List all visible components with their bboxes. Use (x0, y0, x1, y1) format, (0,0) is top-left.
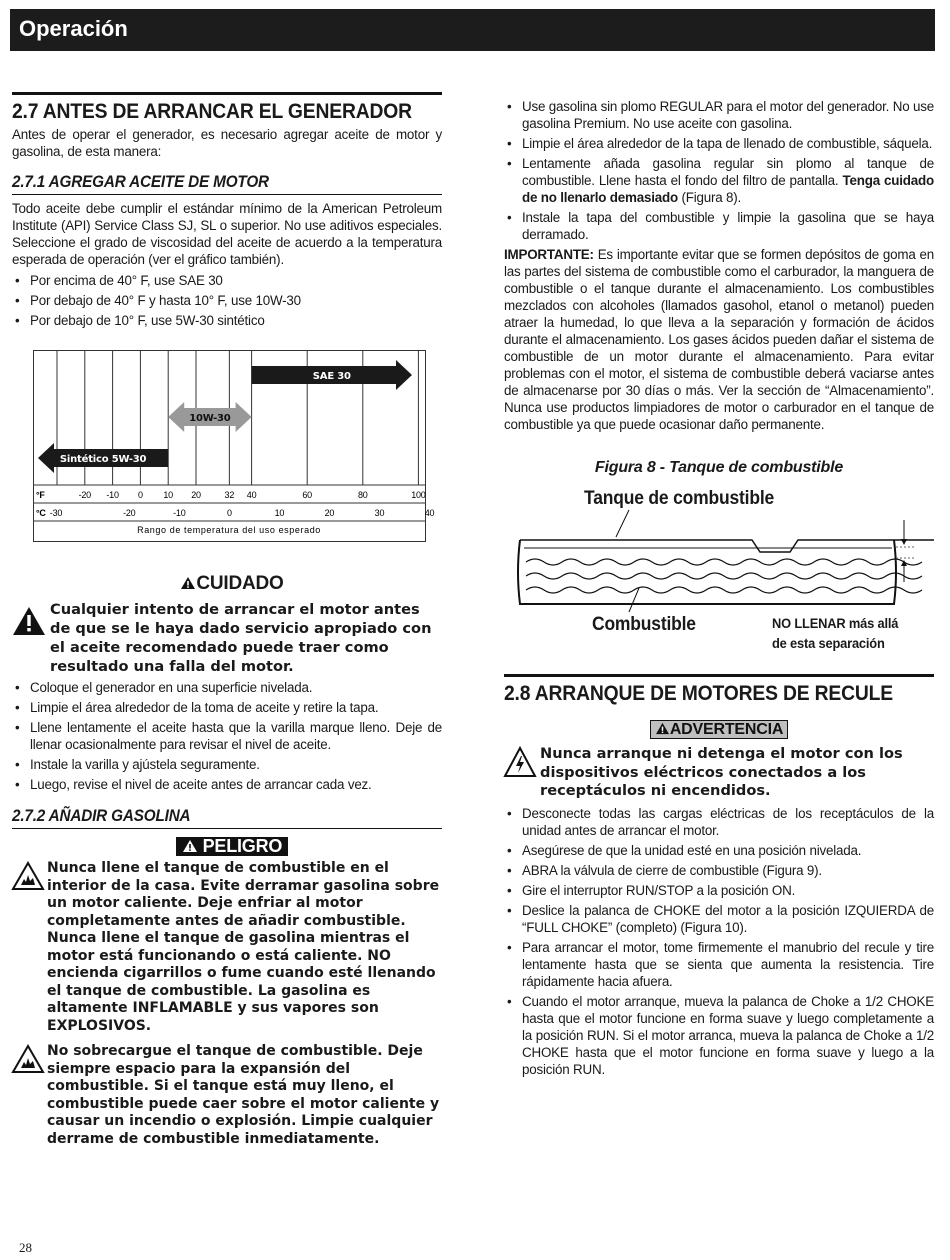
advertencia-heading (504, 720, 934, 739)
advertencia-badge (650, 720, 788, 739)
page-header-bar (10, 9, 935, 51)
list-item: • Por encima de 40° F, use SAE 30 (12, 272, 442, 289)
page-header-title: Operación (19, 16, 128, 41)
oil-grade-list (12, 272, 442, 329)
list-item: • Coloque el generador en una superficie nivelada. (12, 679, 442, 696)
section-2-7-intro: Antes de operar el generador, es necesario agregar aceite de motor y gasolina, de esta manera: (12, 127, 442, 159)
section-2-7-2-heading (12, 805, 442, 829)
cuidado-warning (12, 600, 442, 676)
tank-pointer-line (616, 510, 629, 537)
peligro-text-2: No sobrecargue el tanque de combustible. Deje siempre espacio para la expansión del combustible. Si el tanque está muy lleno, el combustible puede caer sobre el motor caliente y causar un incendio o explosión. Limpie cualquier derrame de combustible inmediatamente. (47, 1043, 440, 1147)
f-tick-label: -10 (106, 490, 119, 500)
f-tick-label: 40 (246, 490, 257, 500)
oil-viscosity-chart-svg (34, 351, 435, 541)
fill-limit-note (772, 613, 898, 653)
c-tick-label: 10 (274, 508, 285, 518)
tank-body-outline (518, 540, 896, 604)
warning-exclamation-icon (12, 606, 46, 636)
peligro-badge (176, 837, 288, 856)
list-item: • Para arrancar el motor, tome firmemente el manubrio del recule y tire lentamente hasta que se sienta que aumenta la resistencia. Tire rápidamente hacia afuera. (504, 939, 934, 990)
figure-8-caption: Figura 8 - Tanque de combustible (594, 459, 844, 476)
gasoline-steps (504, 98, 934, 243)
f-tick-label: 0 (137, 490, 143, 500)
f-tick-label: 60 (302, 490, 313, 500)
list-item: • Asegúrese de que la unidad esté en una posición nivelada. (504, 842, 934, 859)
list-item: • Deslice la palanca de CHOKE del motor a la posición IZQUIERDA de “FULL CHOKE” (completo) (Figura 10). (504, 902, 934, 936)
list-item: • Luego, revise el nivel de aceite antes de arrancar cada vez. (12, 776, 442, 793)
f-tick-label: 10 (163, 490, 174, 500)
list-item: • Use gasolina sin plomo REGULAR para el motor del generador. No use gasolina Premium. No use aceite con gasolina. (504, 98, 934, 132)
figure-ref-text: (Figura 8). (677, 190, 742, 205)
caution-triangle-icon (180, 576, 196, 590)
list-item: • Cuando el motor arranque, mueva la palanca de Choke a 1/2 CHOKE hasta que el motor funcione en forma suave y luego completamente a la posición RUN. Si el motor arranca, mueva la palanca de Choke a 1/2 CHOKE hasta que el motor funcione en forma suave y luego a la posición RUN. (504, 993, 934, 1078)
oil-standard-text: Todo aceite debe cumplir el estándar mínimo de la American Petroleum Institute (API) Service Class SJ, SL o superior. No use aditivos especiales. Seleccione el grado de viscosidad del aceite de acuerdo a la temperatura esperada de operación (ver el gráfico también). (12, 201, 442, 267)
section-2-7-title: 2.7 ANTES DE ARRANCAR EL GENERADOR (12, 100, 412, 123)
fuel-tank-figure (504, 490, 934, 670)
tank-top-outline (520, 540, 934, 552)
cuidado-heading (12, 575, 442, 592)
cuidado-label: CUIDADO (196, 573, 284, 594)
peligro-warning-2 (12, 1043, 442, 1148)
list-item: • Instale la tapa del combustible y limpie la gasolina que se haya derramado. (504, 209, 934, 243)
importante-label: IMPORTANTE: (504, 247, 594, 262)
section-2-7-2-title: 2.7.2 AÑADIR GASOLINA (12, 806, 191, 825)
c-tick-label: -20 (123, 508, 136, 518)
c-tick-label: 40 (424, 508, 435, 518)
c-tick-label: 30 (374, 508, 385, 518)
f-tick-label: 80 (357, 490, 368, 500)
fuel-waves (526, 559, 922, 593)
list-item: • Limpie el área alrededor de la toma de aceite y retire la tapa. (12, 699, 442, 716)
left-column (12, 92, 442, 1148)
section-2-7-1-heading (12, 171, 442, 195)
c-tick-label: 20 (324, 508, 335, 518)
electric-shock-icon (504, 747, 536, 777)
fuel-label: Combustible (592, 614, 696, 635)
explosion-hazard-icon (12, 1045, 44, 1073)
f-tick-label: 20 (191, 490, 201, 500)
section-2-7-1-title: 2.7.1 AGREGAR ACEITE DE MOTOR (12, 172, 269, 191)
oil-viscosity-chart (33, 350, 435, 542)
list-item: • Desconecte todas las cargas eléctricas de los receptáculos de la unidad antes de arrancar el motor. (504, 805, 934, 839)
list-item: • Gire el interruptor RUN/STOP a la posición ON. (504, 882, 934, 899)
right-column (504, 96, 934, 1081)
f-tick-label: 32 (224, 490, 235, 500)
c-tick-label: 0 (226, 508, 232, 518)
section-2-8-title: 2.8 ARRANQUE DE MOTORES DE RECULE (504, 682, 893, 705)
level-arrowhead-down (901, 539, 907, 545)
warning-triangle-icon (655, 722, 670, 735)
oil-range-label: SAE 30 (312, 371, 351, 382)
chart-x-axis-label: Rango de temperatura del uso esperado (137, 525, 321, 535)
oil-range-label: 10W-30 (189, 413, 231, 424)
list-item: • ABRA la válvula de cierre de combustible (Figura 9). (504, 862, 934, 879)
importante-text: Es importante evitar que se formen depósitos de goma en las partes del sistema de combustible como el carburador, la manguera de combustible o el tanque durante el almacenamiento. Los combustibles mezclados con alcoholes (llamados gasohol, etanol o metanol) pueden atraer la humedad, lo que lleva a la separación y formación de ácidos durante el almacenamiento. Los gases ácidos pueden dañar el sistema de combustible de un motor durante el almacenamiento. Para evitar problemas con el motor, el sistema de combustible deberá vaciarse antes de almacenarse por 30 días o más. Ver la sección de “Almacenamiento”. Nunca use productos limpiadores de motor o carburador en el tanque de combustible ya que puede ocasionar daño permanente. (504, 247, 934, 432)
fill-instruction-text: Lentamente añada gasolina regular sin plomo al tanque de combustible. Llene hasta el fondo del filtro de pantalla. (522, 156, 934, 188)
recoil-start-steps (504, 805, 934, 1078)
advertencia-text: Nunca arranque ni detenga el motor con los dispositivos eléctricos conectados a los receptáculos ni encendidos. (540, 745, 903, 799)
peligro-text-1: Nunca llene el tanque de combustible en el interior de la casa. Evite derramar gasolina sobre un motor caliente. Deje enfriar al motor completamente antes de añadir combustible. Nunca llene el tanque de gasolina mientras el motor está funcionando o está caliente. NO encienda cigarrillos o fume cuando esté llenando el tanque de combustible. La gasolina es altamente INFLAMABLE y sus vapores son EXPLOSIVOS. (47, 860, 440, 1034)
fill-limit-line-1: NO LLENAR más allá (772, 615, 899, 631)
list-item (504, 155, 934, 206)
explosion-hazard-icon (12, 862, 44, 890)
fill-caution-text: Tenga cuidado de no llenarlo demasiado (522, 173, 934, 205)
list-item: • Por debajo de 40° F y hasta 10° F, use 10W-30 (12, 292, 442, 309)
list-item: • Por debajo de 10° F, use 5W-30 sintético (12, 312, 442, 329)
peligro-heading (12, 837, 442, 856)
c-tick-label: -30 (49, 508, 63, 518)
advertencia-warning (504, 745, 934, 801)
list-item: • Limpie el área alrededor de la tapa de llenado de combustible, sáquela. (504, 135, 934, 152)
c-unit-label: °C (36, 508, 46, 518)
c-tick-label: -10 (173, 508, 186, 518)
list-item: • Instale la varilla y ajústela seguramente. (12, 756, 442, 773)
f-tick-label: 100 (411, 490, 426, 500)
cuidado-text: Cualquier intento de arrancar el motor antes de que se le haya dado servicio apropiado con el aceite recomendado puede traer como resultado una falla del motor. (50, 601, 432, 675)
peligro-label: PELIGRO (202, 836, 283, 856)
fill-limit-line-2: de esta separación (772, 635, 885, 651)
f-tick-label: -20 (78, 490, 92, 500)
tank-label: Tanque de combustible (584, 488, 775, 509)
peligro-warning-1 (12, 860, 442, 1035)
oil-fill-steps (12, 679, 442, 793)
advertencia-label: ADVERTENCIA (669, 721, 784, 738)
importante-paragraph (504, 246, 934, 433)
oil-range-label: Sintético 5W-30 (59, 454, 147, 465)
f-unit-label: °F (36, 490, 45, 500)
page-number: 28 (19, 1240, 32, 1255)
danger-triangle-icon (182, 839, 198, 853)
list-item: • Llene lentamente el aceite hasta que la varilla marque lleno. Deje de llenar ocasionalmente para revisar el nivel de aceite. (12, 719, 442, 753)
